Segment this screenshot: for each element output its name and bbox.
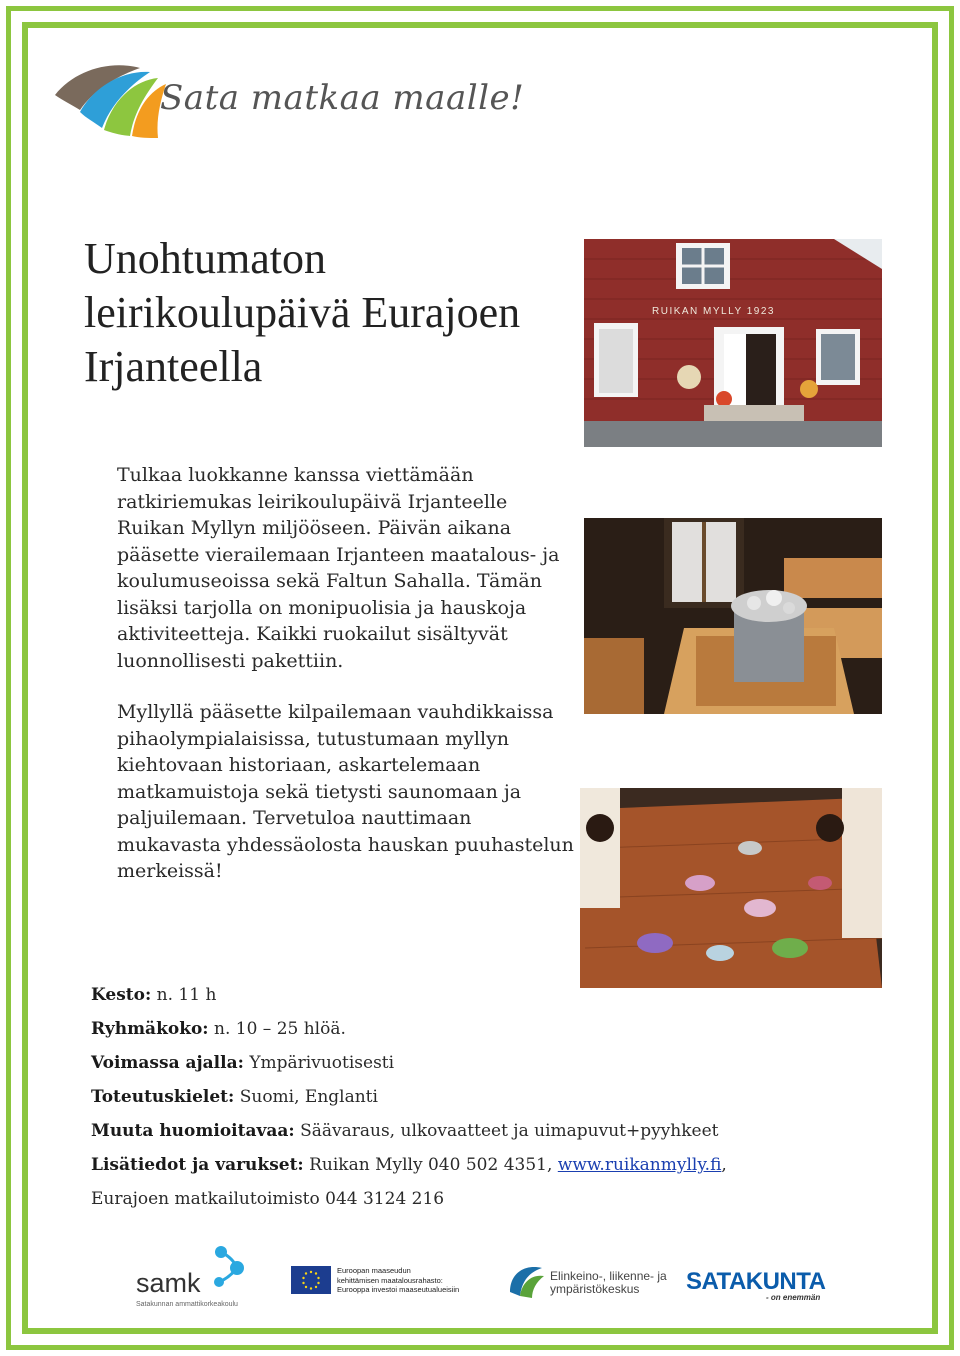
info-duration: Kesto: n. 11 h	[91, 985, 217, 1005]
info-languages: Toteutuskielet: Suomi, Englanti	[91, 1087, 378, 1107]
eu-fund-text: Euroopan maaseudun kehittämisen maatalousrahasto: Eurooppa investoi maaseutualueisiin	[337, 1266, 460, 1294]
mill-building-photo	[584, 239, 882, 447]
satakunta-slogan: - on enemmän	[766, 1293, 821, 1302]
slogan: Sata matkaa maalle!	[160, 78, 525, 118]
ely-text: Elinkeino-, liikenne- ja ympäristökeskus	[550, 1269, 667, 1296]
samk-name: samk	[136, 1268, 201, 1298]
info-group-size: Ryhmäkoko: n. 10 – 25 hlöä.	[91, 1019, 346, 1039]
page-title: Unohtumaton leirikoulupäivä Eurajoen Irjanteella	[84, 234, 521, 391]
info-contact: Lisätiedot ja varukset: Ruikan Mylly 040 502 4351, www.ruikanmylly.fi,	[91, 1155, 727, 1175]
sauna-photo	[584, 518, 882, 714]
info-validity: Voimassa ajalla: Ympärivuotisesti	[91, 1053, 395, 1073]
intro-paragraph: Tulkaa luokkanne kanssa viettämään ratkiriemukas leirikoulupäivä Irjanteelle Ruikan Myllyn miljööseen. Päivän aikana pääsette vierailemaan Irjanteen maatalous- ja koulumuseoissa sekä Faltun Sahalla. Tämän lisäksi tarjolla on monipuolisia ja hauskoja aktiviteetteja. Kaikki ruokailut sisältyvät luonnollisesti pakettiin.	[117, 464, 560, 672]
activities-paragraph: Myllyllä pääsette kilpailemaan vauhdikkaissa pihaolympialaisissa, tutustumaan myllyn kiehtovaan historiaan, askartelemaan matkamuistoja sekä tietysti saunomaan ja paljuilemaan. Tervetuloa nauttimaan mukavasta yhdessäolosta hauskan puuhastelun merkeissä!	[117, 701, 574, 882]
info-tourism-office: Eurajoen matkailutoimisto 044 3124 216	[91, 1189, 445, 1209]
info-notes: Muuta huomioitavaa: Säävaraus, ulkovaatteet ja uimapuvut+pyyhkeet	[91, 1121, 719, 1141]
samk-subtitle: Satakunnan ammattikorkeakoulu	[136, 1301, 238, 1308]
website-link[interactable]: www.ruikanmylly.fi	[557, 1155, 722, 1175]
info-list	[91, 980, 811, 1218]
crafts-table-photo	[580, 788, 882, 988]
ely-logo-icon	[506, 1262, 546, 1300]
satakunta-logo: SATAKUNTA	[686, 1268, 826, 1295]
mill-sign-text: RUIKAN MYLLY 1923	[652, 306, 775, 317]
eu-flag-icon	[291, 1266, 331, 1294]
